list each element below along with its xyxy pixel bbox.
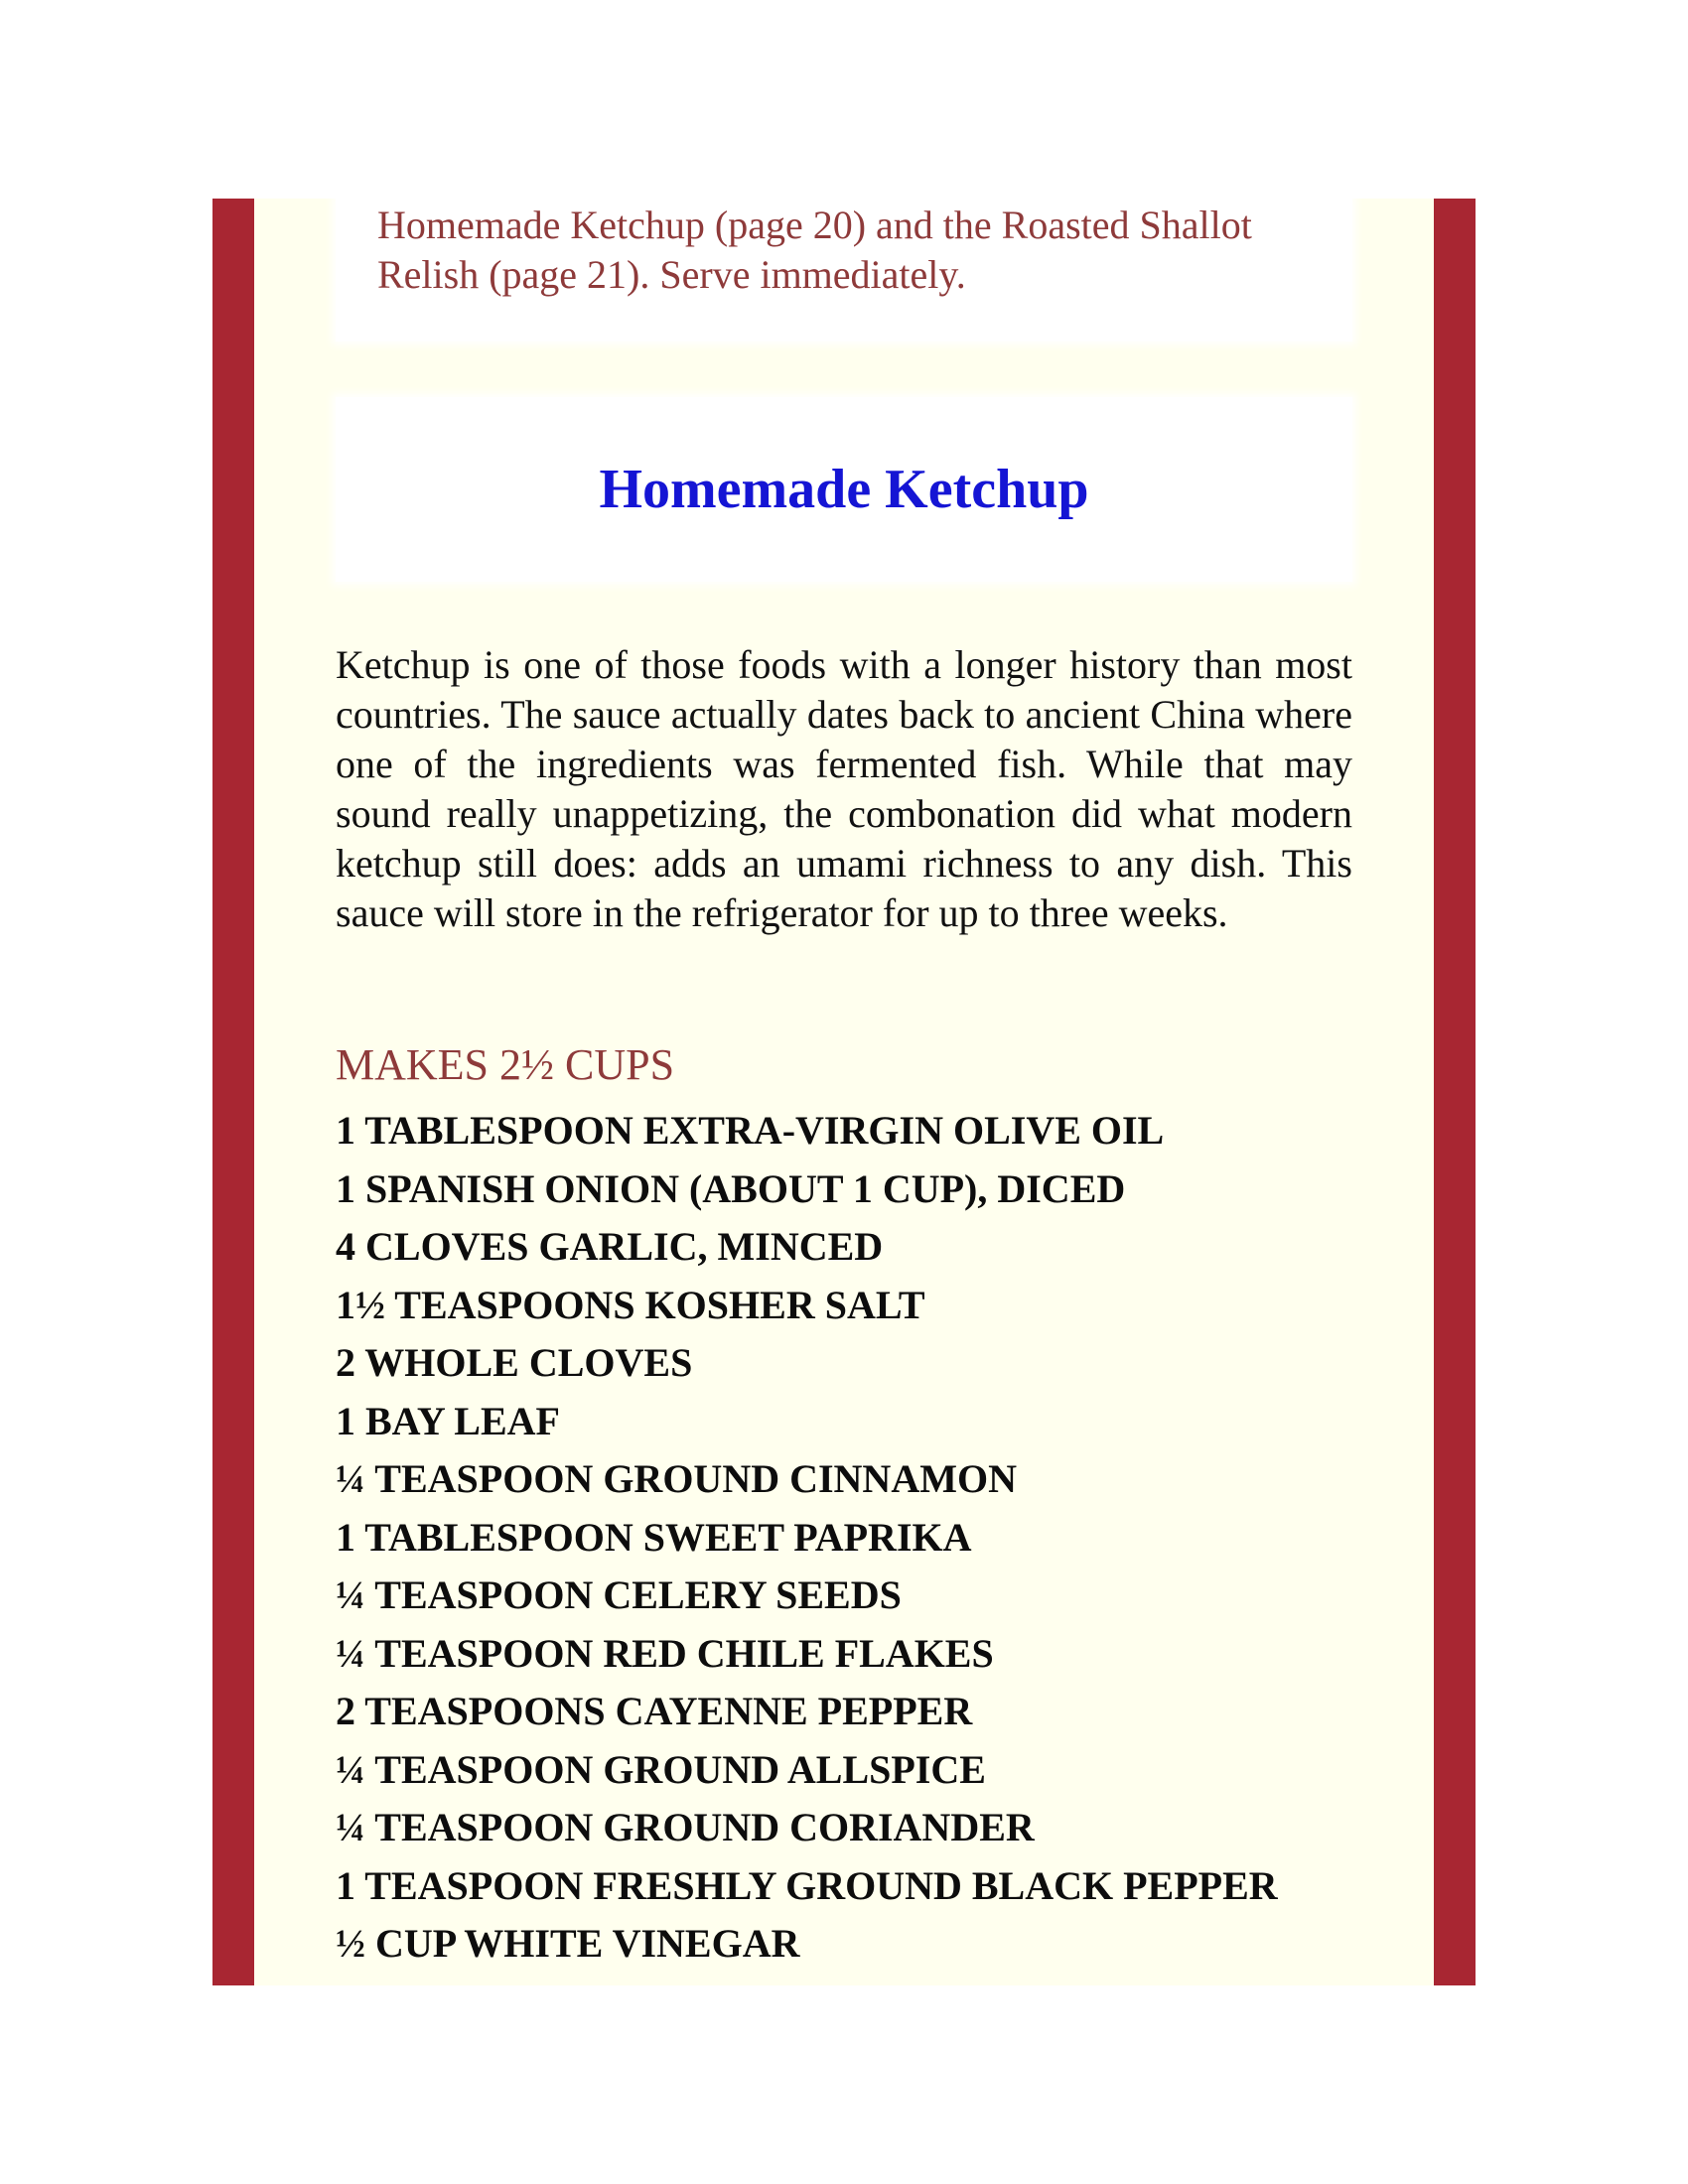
recipe-title-panel — [336, 397, 1352, 582]
ingredient-item: ¼ TEASPOON GROUND CORIANDER — [336, 1805, 1035, 1849]
ingredient-item: 1 SPANISH ONION (ABOUT 1 CUP), DICED — [336, 1165, 1126, 1211]
ingredient-item: ¼ TEASPOON GROUND ALLSPICE — [336, 1746, 986, 1792]
left-border — [212, 199, 254, 1985]
recipe-yield: MAKES 2½ CUPS — [336, 1040, 675, 1089]
right-border — [1434, 199, 1476, 1985]
ingredient-list — [336, 1102, 1408, 1974]
ingredient-item: 1½ TEASPOONS KOSHER SALT — [336, 1282, 925, 1327]
previous-recipe-text: Homemade Ketchup (page 20) and the Roasted Shallot Relish (page 21). Serve immediately. — [377, 203, 1252, 297]
ingredient-item: 1 BAY LEAF — [336, 1398, 560, 1443]
ingredient-item: 2 WHOLE CLOVES — [336, 1340, 693, 1385]
ingredient-item: 4 CLOVES GARLIC, MINCED — [336, 1224, 884, 1269]
recipe-intro: Ketchup is one of those foods with a longer history than most countries. The sauce actually dates back to ancient China where one of the ingredients was fermented fish. While that may sound really unappetizing, the combonation did what modern ketchup still does: adds an umami richness to any dish. This sauce will store in the refrigerator for up to three weeks. — [336, 642, 1352, 935]
ingredient-item: ½ CUP WHITE VINEGAR — [336, 1921, 800, 1966]
ingredient-item: ¼ TEASPOON CELERY SEEDS — [336, 1572, 902, 1617]
previous-recipe-panel — [336, 199, 1352, 341]
ingredient-item: ¼ TEASPOON GROUND CINNAMON — [336, 1456, 1017, 1501]
ingredient-item: 1 TABLESPOON SWEET PAPRIKA — [336, 1514, 972, 1560]
ingredient-item: 2 TEASPOONS CAYENNE PEPPER — [336, 1689, 973, 1733]
ingredient-item: ¼ TEASPOON RED CHILE FLAKES — [336, 1630, 994, 1676]
recipe-title: Homemade Ketchup — [599, 459, 1089, 520]
ingredient-item: 1 TEASPOON FRESHLY GROUND BLACK PEPPER — [336, 1862, 1278, 1908]
ingredient-item: 1 TABLESPOON EXTRA-VIRGIN OLIVE OIL — [336, 1108, 1165, 1153]
